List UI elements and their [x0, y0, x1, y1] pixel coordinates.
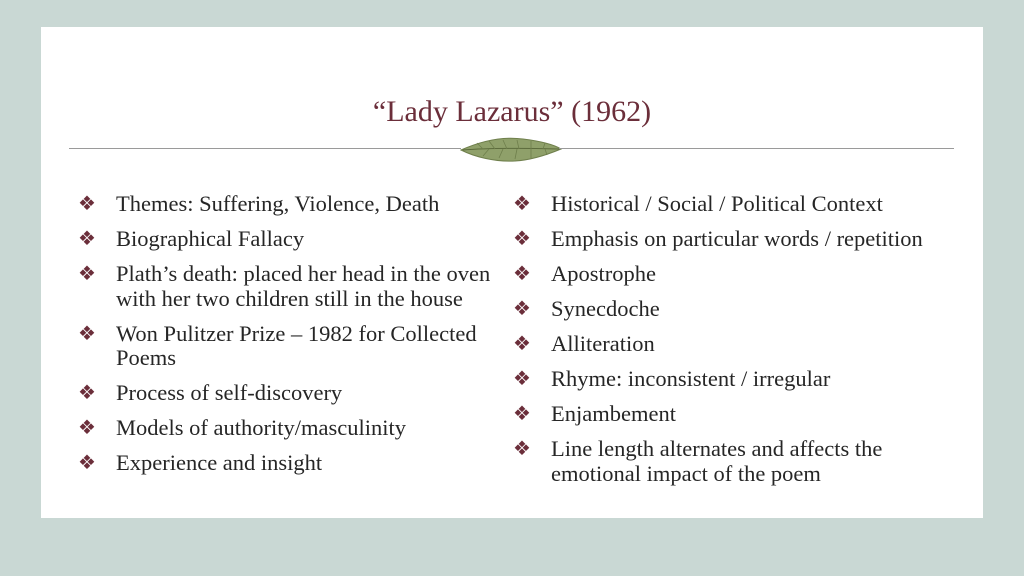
slide-title: “Lady Lazarus” (1962) [372, 95, 652, 128]
bullet-text: Rhyme: inconsistent / irregular [551, 366, 831, 391]
diamond-flourish-icon: ❖ [78, 228, 96, 250]
divider-right [559, 148, 954, 149]
diamond-flourish-icon: ❖ [513, 193, 531, 215]
diamond-flourish-icon: ❖ [513, 333, 531, 355]
bullet-text: Won Pulitzer Prize – 1982 for Collected Poems [116, 320, 477, 370]
diamond-flourish-icon: ❖ [78, 263, 96, 285]
bullet-text: Themes: Suffering, Violence, Death [116, 191, 440, 216]
left-bullet-list [74, 192, 494, 486]
diamond-flourish-icon: ❖ [513, 368, 531, 390]
bullet-item [509, 332, 929, 357]
diamond-flourish-icon: ❖ [78, 452, 96, 474]
diamond-flourish-icon: ❖ [513, 228, 531, 250]
bullet-text: Plath’s death: placed her head in the oven with her two children still in the house [116, 261, 491, 311]
bullet-text: Experience and insight [116, 450, 323, 475]
bullet-text: Emphasis on particular words / repetition [551, 226, 923, 251]
bullet-item [509, 402, 929, 427]
diamond-flourish-icon: ❖ [513, 263, 531, 285]
bullet-text: Historical / Social / Political Context [551, 191, 883, 216]
diamond-flourish-icon: ❖ [78, 193, 96, 215]
slide [41, 27, 983, 518]
diamond-flourish-icon: ❖ [513, 298, 531, 320]
bullet-item [74, 451, 494, 476]
leaf-ornament-icon [459, 134, 563, 164]
bullet-item [74, 192, 494, 217]
bullet-item [509, 367, 929, 392]
bullet-item [74, 227, 494, 252]
bullet-text: Biographical Fallacy [116, 226, 305, 251]
bullet-text: Alliteration [551, 331, 655, 356]
bullet-text: Line length alternates and affects the emotional impact of the poem [551, 436, 883, 486]
bullet-text: Process of self-discovery [116, 380, 343, 405]
diamond-flourish-icon: ❖ [513, 438, 531, 460]
bullet-item [74, 381, 494, 406]
divider-left [69, 148, 461, 149]
diamond-flourish-icon: ❖ [78, 417, 96, 439]
diamond-flourish-icon: ❖ [78, 322, 96, 345]
bullet-item [509, 437, 929, 486]
bullet-item [509, 192, 929, 217]
bullet-text: Enjambement [551, 401, 676, 426]
bullet-item [509, 297, 929, 322]
bullet-item [74, 322, 494, 371]
bullet-item [509, 262, 929, 287]
diamond-flourish-icon: ❖ [513, 403, 531, 425]
bullet-text: Apostrophe [551, 261, 656, 286]
diamond-flourish-icon: ❖ [78, 382, 96, 404]
bullet-text: Synecdoche [551, 296, 660, 321]
bullet-text: Models of authority/masculinity [116, 415, 406, 440]
bullet-item [509, 227, 929, 252]
bullet-item [74, 262, 494, 311]
bullet-item [74, 416, 494, 441]
right-bullet-list [509, 192, 929, 497]
